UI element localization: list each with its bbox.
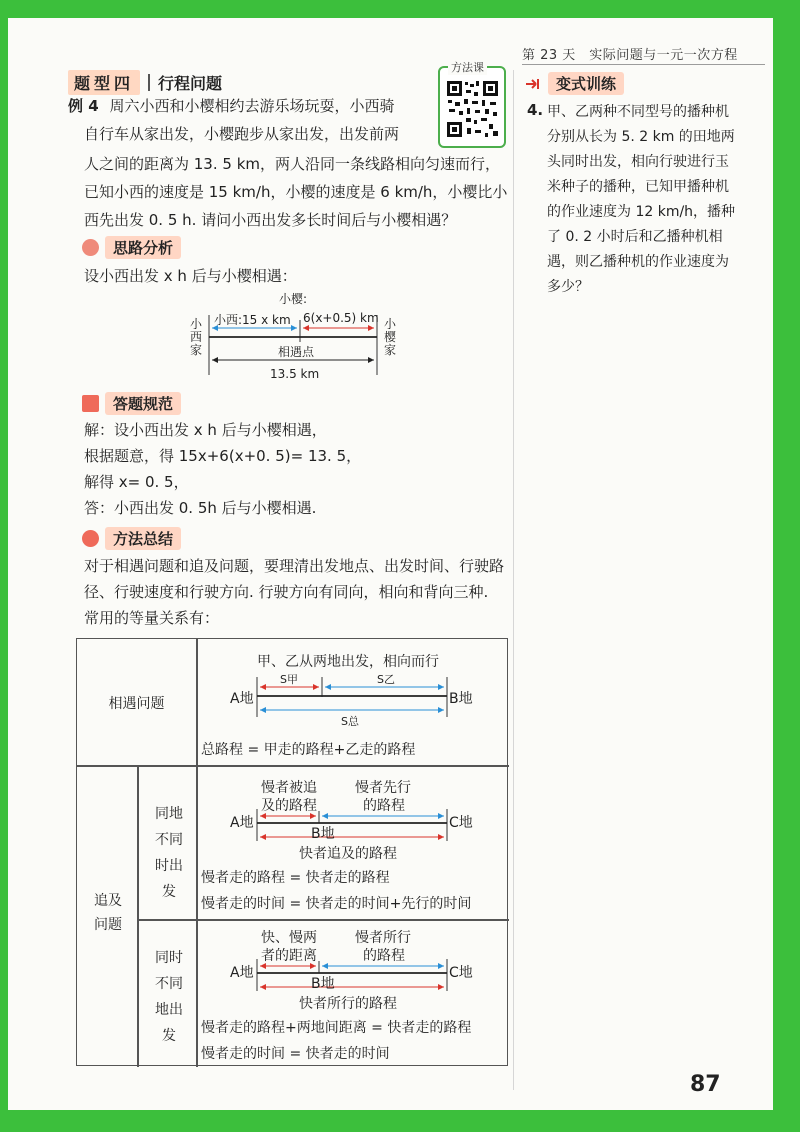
example-label: 例 4 [68, 97, 99, 115]
sub2-c: C地 [449, 965, 473, 981]
meet-label: 相遇问题 [108, 696, 165, 712]
sub1-label: 同地不同时出发 [155, 806, 183, 900]
example-line-2: 自行车从家出发，小樱跑步从家出发，出发前两 [84, 125, 400, 143]
example-line-4: 已知小西的速度是 15 km/h，小樱的速度是 6 km/h，小樱比小 [84, 183, 508, 201]
running-header: 第 23 天 实际问题与一元一次方程 [522, 48, 738, 63]
exercise-line-3: 头同时出发，相向行驶进行玉 [547, 154, 729, 170]
sub1-top2: 慢者先行 [355, 780, 411, 796]
summary-line-3: 常用的等量关系有： [84, 609, 220, 627]
page-border-top [0, 0, 800, 18]
exercise-line-6: 了 0. 2 小时后和乙播种机相 [547, 229, 723, 245]
exercise-chip [524, 72, 624, 95]
diagram-left-label: 小西家 [190, 317, 203, 357]
sub1-formula-1: 慢者走的路程 = 快者走的路程 [201, 870, 390, 886]
meet-formula: 总路程 = 甲走的路程+乙走的路程 [201, 742, 416, 758]
meet-caption: 甲、乙从两地出发，相向而行 [257, 654, 439, 670]
header-rule [522, 64, 765, 65]
exercise-number: 4. [527, 101, 544, 119]
answer-line-3: 解得 x= 0. 5， [84, 473, 189, 491]
diagram-seg2: 6(x+0.5) km [303, 311, 379, 325]
sub1-b: B地 [311, 826, 335, 842]
table-hline-1 [77, 765, 509, 767]
table-vline-sub [196, 765, 198, 1067]
example-text-1: 周六小西和小樱相约去游乐场玩耍，小西骑 [109, 97, 395, 115]
sub1-top1b: 及的路程 [261, 798, 317, 814]
summary-line-2: 径、行驶速度和行驶方向. 行驶方向有同向，相向和背向三种. [84, 583, 489, 601]
chase-label: 追及问题 [94, 893, 122, 933]
answer-icon [82, 395, 99, 412]
exercise-line-8: 多少？ [547, 279, 589, 295]
section-separator [148, 74, 150, 91]
analysis-chip [82, 236, 181, 259]
summary-line-1: 对于相遇问题和追及问题，要理清出发地点、出发时间、行驶路 [84, 557, 505, 575]
analysis-icon [82, 239, 99, 256]
table-hline-2 [137, 919, 509, 921]
sub2-formula-1: 慢者走的路程+两地间距离 = 快者走的路程 [201, 1020, 472, 1036]
section-tag: 题型四 [68, 70, 140, 95]
qr-code-card[interactable] [438, 61, 506, 148]
exercise-line-4: 米种子的播种，已知甲播种机 [547, 179, 729, 195]
section-title [68, 70, 222, 95]
page-number: 87 [690, 1072, 721, 1097]
exercise-line-5: 的作业速度为 12 km/h，播种 [547, 204, 736, 220]
sub2-a: A地 [230, 965, 254, 981]
summary-chip [82, 527, 181, 550]
exercise-chip-label: 变式训练 [548, 72, 624, 95]
sub2-formula-2: 慢者走的时间 = 快者走的时间 [201, 1046, 390, 1062]
example-line-3: 人之间的距离为 13. 5 km，两人沿同一条线路相向匀速而行， [84, 155, 501, 173]
relations-table [76, 638, 508, 1066]
diagram-total: 13.5 km [270, 367, 320, 381]
section-heading: 行程问题 [158, 74, 223, 93]
meet-s2: S乙 [377, 673, 395, 686]
exercise-line-1: 甲、乙两种不同型号的播种机 [547, 104, 729, 120]
diagram-seg1: 小西:15 x km [214, 313, 291, 327]
answer-line-1: 解：设小西出发 x h 后与小樱相遇， [84, 421, 327, 439]
meet-a: A地 [230, 691, 254, 707]
sub2-top2: 慢者所行 [355, 930, 411, 946]
example-line-1 [68, 96, 428, 117]
sub1-c: C地 [449, 815, 473, 831]
diagram-meet-point: 相遇点 [278, 345, 315, 359]
sub2-top1: 快、慢两 [261, 930, 317, 946]
meet-s1: S甲 [280, 673, 298, 686]
qr-code-icon[interactable] [445, 78, 500, 140]
page-border-bottom [0, 1110, 800, 1132]
sub2-top1b: 者的距离 [261, 948, 317, 964]
diagram-seg2-top: 小樱: [278, 292, 308, 306]
pointing-hand-icon [524, 76, 544, 92]
sub1-formula-2: 慢者走的时间 = 快者走的时间+先行的时间 [201, 896, 472, 912]
summary-chip-label: 方法总结 [105, 527, 181, 550]
table-vline-chase [137, 765, 139, 1067]
exercise-line-7: 遇，则乙播种机的作业速度为 [547, 254, 729, 270]
sub2-bottom: 快者所行的路程 [299, 996, 397, 1012]
column-divider [513, 70, 514, 1090]
answer-line-4: 答：小西出发 0. 5h 后与小樱相遇. [84, 499, 317, 517]
meet-b: B地 [449, 691, 473, 707]
meet-total: S总 [341, 715, 359, 728]
answer-chip-label: 答题规范 [105, 392, 181, 415]
answer-line-2: 根据题意，得 15x+6(x+0. 5)= 13. 5， [84, 447, 362, 465]
exercise-line-2: 分别从长为 5. 2 km 的田地两 [547, 129, 735, 145]
qr-label: 方法课 [448, 59, 487, 75]
table-vline-meet [196, 639, 198, 765]
sub2-b: B地 [311, 976, 335, 992]
page-border-left [0, 0, 8, 1132]
answer-chip [82, 392, 181, 415]
sub1-top2b: 的路程 [363, 798, 405, 814]
sub2-label: 同时不同地出发 [155, 950, 183, 1044]
summary-icon [82, 530, 99, 547]
example-line-5: 西先出发 0. 5 h. 请问小西出发多长时间后与小樱相遇？ [84, 211, 457, 229]
diagram-right-label: 小樱家 [384, 317, 397, 357]
sub1-a: A地 [230, 815, 254, 831]
sub1-bottom: 快者追及的路程 [299, 846, 397, 862]
sub2-top2b: 的路程 [363, 948, 405, 964]
analysis-intro: 设小西出发 x h 后与小樱相遇： [84, 267, 297, 285]
analysis-chip-label: 思路分析 [105, 236, 181, 259]
sub1-top1: 慢者被追 [261, 780, 317, 796]
page-border-right [773, 0, 800, 1132]
